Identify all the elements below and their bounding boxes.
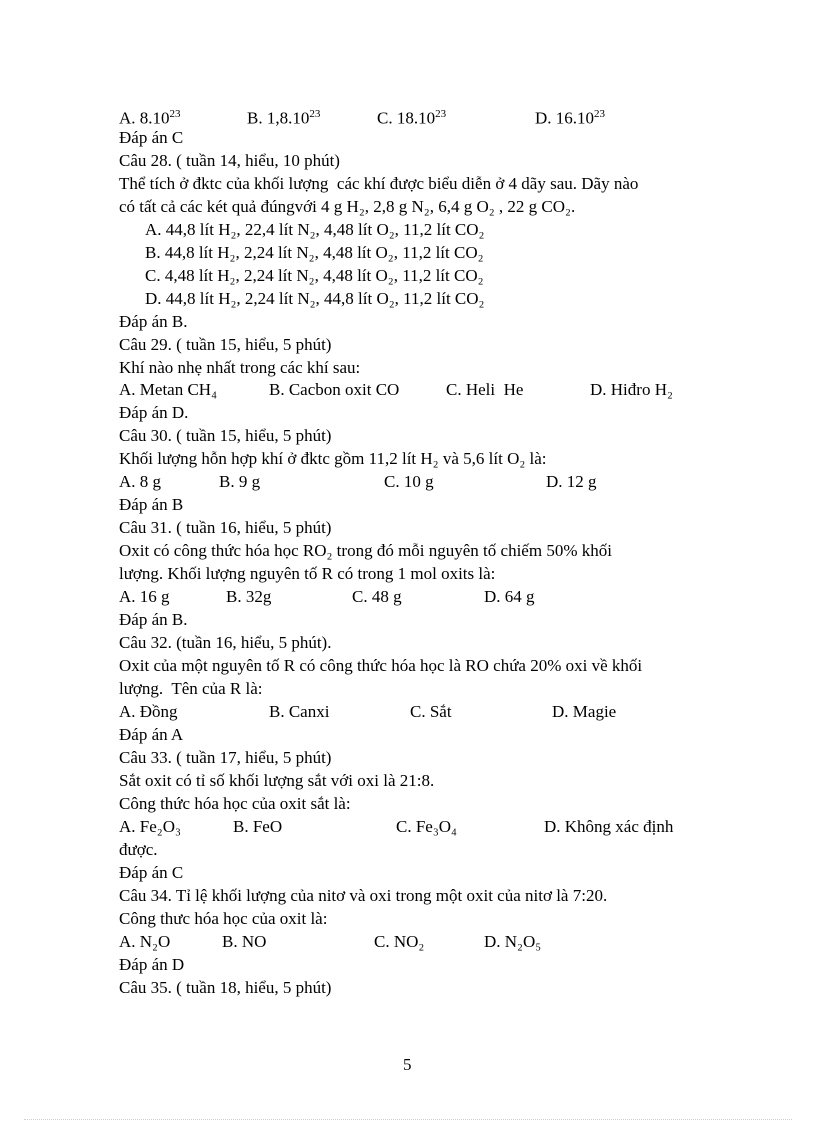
page-number: 5 — [403, 1055, 412, 1074]
q30-option-b: B. 9 g — [219, 472, 261, 491]
q28-option-c: C. 4,48 lít H₂, 2,24 lít N₂, 4,48 lít O₂, 11,2 lít CO₂ — [145, 266, 484, 285]
q31-option-d: D. 64 g — [484, 587, 535, 606]
q33-text-line2: Công thức hóa học của oxit sắt là: — [119, 794, 351, 813]
q34-option-c: C. NO₂ — [374, 932, 425, 951]
q30-option-a: A. 8 g — [119, 472, 162, 491]
q32-header: Câu 32. (tuần 16, hiểu, 5 phút). — [119, 633, 332, 652]
q33-option-b: B. FeO — [233, 817, 283, 836]
q32-option-c: C. Sắt — [410, 702, 452, 721]
q34-header: Câu 34. Tỉ lệ khối lượng của nitơ và oxi trong một oxit của nitơ là 7:20. — [119, 886, 608, 905]
q32-answer: Đáp án A — [119, 725, 184, 744]
q30-answer: Đáp án B — [119, 495, 184, 514]
q29-answer: Đáp án D. — [119, 403, 189, 422]
q29-option-a: A. Metan CH₄ — [119, 380, 217, 399]
q31-option-c: C. 48 g — [352, 587, 402, 606]
q34-text: Công thưc hóa học của oxit là: — [119, 909, 328, 928]
q32-text-line2: lượng. Tên của R là: — [119, 679, 263, 698]
q28-option-d: D. 44,8 lít H₂, 2,24 lít N₂, 44,8 lít O₂, 11,2 lít CO₂ — [145, 289, 485, 308]
q27-answer: Đáp án C — [119, 128, 184, 147]
q30-option-d: D. 12 g — [546, 472, 597, 491]
q33-option-d: D. Không xác định — [544, 817, 674, 836]
q35-header: Câu 35. ( tuần 18, hiểu, 5 phút) — [119, 978, 332, 997]
q33-text-line1: Sắt oxit có tỉ số khối lượng sắt với oxi là 21:8. — [119, 771, 435, 790]
q29-text: Khí nào nhẹ nhất trong các khí sau: — [119, 358, 361, 377]
q28-option-a: A. 44,8 lít H₂, 22,4 lít N₂, 4,48 lít O₂, 11,2 lít CO₂ — [145, 220, 485, 239]
q29-option-d: D. Hiđro H₂ — [590, 380, 673, 399]
q28-text-line2: có tất cả các két quả đúngvới 4 g H₂, 2,8 g N₂, 6,4 g O₂ , 22 g CO₂. — [119, 197, 576, 216]
q33-option-a: A. Fe₂O₃ — [119, 817, 181, 836]
q29-option-c: C. Heli He — [446, 380, 524, 399]
q28-option-b: B. 44,8 lít H₂, 2,24 lít N₂, 4,48 lít O₂, 11,2 lít CO₂ — [145, 243, 484, 262]
q33-header: Câu 33. ( tuần 17, hiểu, 5 phút) — [119, 748, 332, 767]
q29-option-b: B. Cacbon oxit CO — [269, 380, 400, 399]
q27-option-b: B. 1,8.10$^{23}$ — [247, 108, 321, 128]
q32-option-a: A. Đồng — [119, 702, 178, 721]
q34-option-a: A. N₂O — [119, 932, 171, 951]
q30-text: Khối lượng hỗn hợp khí ở đktc gồm 11,2 lít H₂ và 5,6 lít O₂ là: — [119, 449, 547, 468]
q31-option-a: A. 16 g — [119, 587, 170, 606]
q32-option-d: D. Magie — [552, 702, 617, 721]
q33-option-wrap: được. — [119, 840, 158, 859]
q31-text-line2: lượng. Khối lượng nguyên tố R có trong 1 mol oxits là: — [119, 564, 496, 583]
q30-header: Câu 30. ( tuần 15, hiểu, 5 phút) — [119, 426, 332, 445]
q34-answer: Đáp án D — [119, 955, 185, 974]
q27-option-d: D. 16.10$^{23}$ — [535, 108, 606, 128]
q34-option-d: D. N₂O₅ — [484, 932, 542, 951]
q30-option-c: C. 10 g — [384, 472, 434, 491]
q31-text-line1: Oxit có công thức hóa học RO₂ trong đó mỗi nguyên tố chiếm 50% khối — [119, 541, 612, 560]
q31-answer: Đáp án B. — [119, 610, 188, 629]
q31-header: Câu 31. ( tuần 16, hiểu, 5 phút) — [119, 518, 332, 537]
q32-option-b: B. Canxi — [269, 702, 330, 721]
q33-option-c: C. Fe₃O₄ — [396, 817, 457, 836]
q29-header: Câu 29. ( tuần 15, hiểu, 5 phút) — [119, 335, 332, 354]
q27-option-c: C. 18.10$^{23}$ — [377, 108, 447, 128]
q32-text-line1: Oxit của một nguyên tố R có công thức hóa học là RO chứa 20% oxi về khối — [119, 656, 643, 675]
q34-option-b: B. NO — [222, 932, 267, 951]
q33-answer: Đáp án C — [119, 863, 184, 882]
q28-text-line1: Thể tích ở đktc của khối lượng các khí được biểu diễn ở 4 dãy sau. Dãy nào — [119, 174, 639, 193]
q28-header: Câu 28. ( tuần 14, hiểu, 10 phút) — [119, 151, 340, 170]
q28-answer: Đáp án B. — [119, 312, 188, 331]
q31-option-b: B. 32g — [226, 587, 272, 606]
page-bottom-divider — [24, 1119, 792, 1120]
q27-option-a: A. 8.10$^{23}$ — [119, 108, 181, 128]
